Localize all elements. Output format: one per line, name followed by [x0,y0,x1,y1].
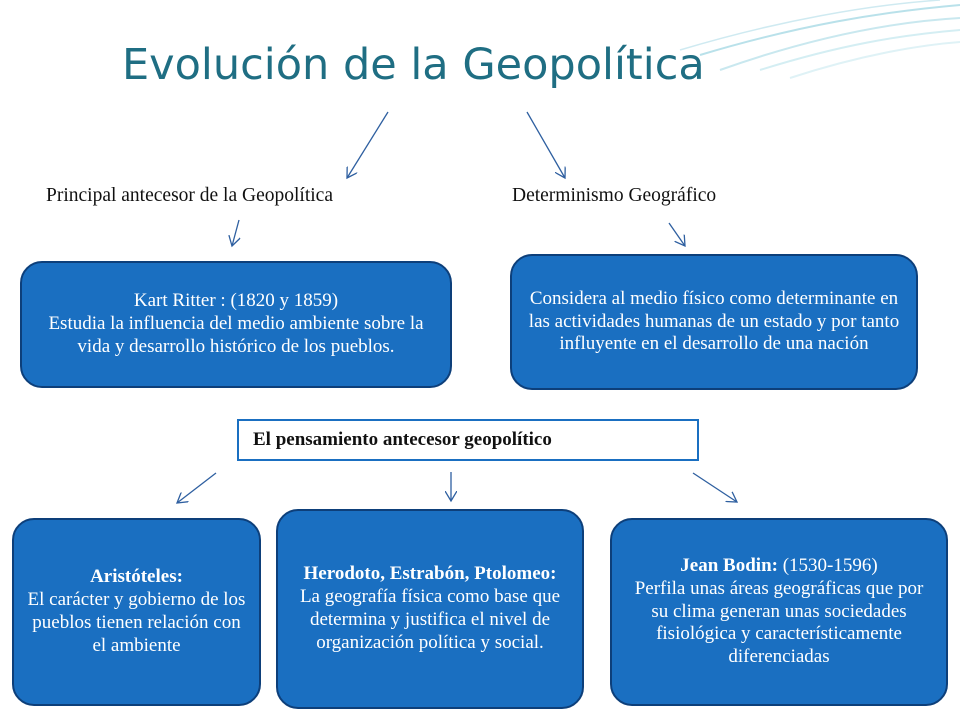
determinism-box [510,254,918,390]
page-title: Evolución de la Geopolítica [122,40,705,90]
aristoteles-box [12,518,261,706]
branch-label-right: Determinismo Geográfico [512,185,717,206]
aristoteles-description: El carácter y gobierno de los pueblos tienen relación con el ambiente [27,589,246,656]
bodin-box [610,518,948,706]
ritter-box [20,261,452,388]
herodoto-description: La geografía física como base que determina y justifica el nivel de organización política y social. [299,586,561,653]
central-banner: El pensamiento antecesor geopolítico [237,419,699,461]
bodin-heading-line [680,555,877,578]
aristoteles-heading: Aristóteles: [90,566,183,588]
branch-label-left: Principal antecesor de la Geopolítica [46,185,333,206]
ritter-heading: Kart Ritter : (1820 y 1859) [133,290,339,312]
bodin-dates: (1530-1596) [777,555,878,576]
ritter-description: Estudia la influencia del medio ambiente sobre la vida y desarrollo histórico de los pueblos. [48,313,424,357]
determinism-description: Considera al medio físico como determinante en las actividades humanas de un estado y por tanto influyente en el desarrollo de una nación [528,287,900,355]
herodoto-box [276,509,584,709]
bodin-description: Perfila unas áreas geográficas que por su clima generan unas sociedades fisiológica y característicamente diferenciadas [634,577,924,668]
herodoto-heading: Herodoto, Estrabón, Ptolomeo: [303,563,557,585]
bodin-heading: Jean Bodin: [680,555,778,576]
